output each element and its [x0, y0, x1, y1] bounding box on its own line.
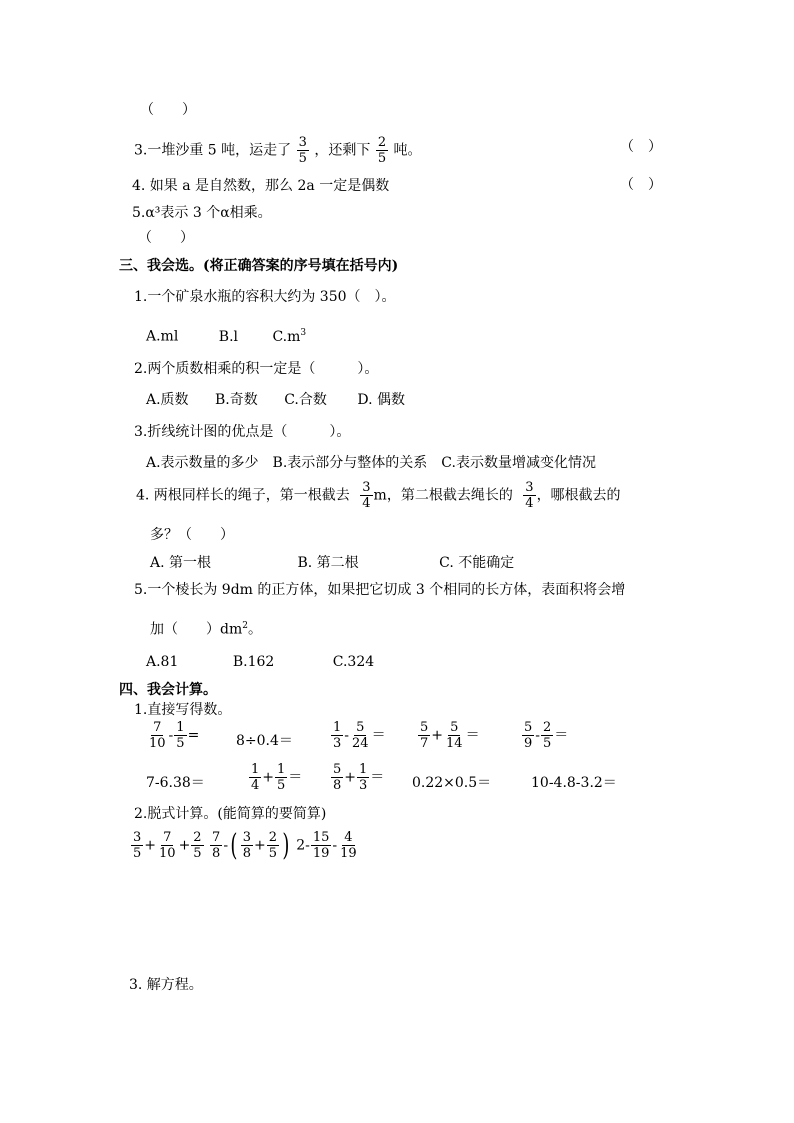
- oral-calc-item: $\frac{5}{9}$ - $\frac{2}{5}$ ＝: [524, 720, 569, 751]
- choice-options: A.表示数量的多少 B.表示部分与整体的关系 C.表示数量增减变化情况: [146, 455, 596, 471]
- answer-paren: （ ）: [138, 230, 194, 246]
- subsection-title: 1.直接写得数。: [134, 702, 232, 718]
- judge-question-5: 5.α³表示 3 个α相乘。: [132, 205, 272, 221]
- oral-calc-item: $\frac{5}{8}$ + $\frac{1}{3}$ ＝: [333, 762, 385, 793]
- fraction: $\frac{3}{4}$: [525, 480, 534, 511]
- oral-calc-item: 8÷0.4＝: [236, 733, 293, 749]
- fraction: $\frac{3}{5}$: [298, 135, 307, 166]
- choice-options: A.81 B.162 C.324: [146, 654, 375, 670]
- choice-question-2: 2.两个质数相乘的积一定是（ ）。: [134, 361, 379, 377]
- subsection-title: 3. 解方程。: [129, 977, 203, 993]
- choice-question-5: 5.一个棱长为 9dm 的正方体，如果把它切成 3 个相同的长方体，表面积将会增: [134, 582, 626, 598]
- fraction: $\frac{3}{4}$: [362, 480, 371, 511]
- paren-blank: （ ）: [140, 102, 196, 118]
- choice-question-5-cont: 加（ ）$dm^2$。: [150, 621, 262, 638]
- answer-paren: （ ）: [620, 177, 662, 193]
- choice-options: A.质数 B.奇数 C.合数 D. 偶数: [146, 392, 405, 408]
- judge-question-3: 3.一堆沙重 5 吨，运走了 $\frac{3}{5}$ ，还剩下 $\frac{2}{5}$ 吨。: [134, 135, 422, 166]
- fraction: $\frac{2}{5}$: [377, 135, 387, 166]
- choice-question-3: 3.折线统计图的优点是（ ）。: [134, 424, 351, 440]
- oral-calc-item: $\frac{1}{3}$ - $\frac{5}{24}$ ＝: [333, 720, 386, 751]
- oral-calc-item: $\frac{1}{4}$ + $\frac{1}{5}$ ＝: [251, 762, 303, 793]
- choice-options: A.ml B.l $C.m^3$: [146, 328, 307, 345]
- oral-calc-item: 0.22×0.5＝: [412, 775, 492, 791]
- oral-calc-item: 7-6.38＝: [146, 775, 205, 791]
- choice-options: A. 第一根 B. 第二根 C. 不能确定: [150, 555, 515, 571]
- oral-calc-item: $\frac{7}{10}$ - $\frac{1}{5}$ =: [149, 720, 200, 751]
- section-title: 三、我会选。(将正确答案的序号填在括号内): [119, 258, 399, 274]
- section-title: 四、我会计算。: [119, 682, 217, 698]
- choice-question-4-cont: 多？（ ）: [150, 527, 234, 543]
- answer-paren: （ ）: [620, 139, 662, 155]
- judge-question-4: 4. 如果 a 是自然数，那么 2a 一定是偶数: [132, 178, 390, 194]
- oral-calc-item: 10-4.8-3.2＝: [531, 775, 617, 791]
- oral-calc-item: $\frac{5}{7}$ + $\frac{5}{14}$ ＝: [420, 720, 480, 751]
- step-calc-expressions: $\frac{3}{5}$ + $\frac{7}{10}$ + $\frac{2}{5}$ $\frac{7}{8}$ -( $\frac{3}{8}$ + $\frac{2}{5}$ ) 2- $\frac{15}{19}$ - $\frac{4}{19}$: [133, 827, 357, 863]
- choice-question-1: 1.一个矿泉水瓶的容积大约为 350（ ）。: [134, 289, 396, 305]
- choice-question-4: 4. 两根同样长的绳子，第一根截去 $\frac{3}{4}$ m，第二根截去绳长的 $\frac{3}{4}$ ，哪根截去的: [136, 480, 621, 511]
- subsection-title: 2.脱式计算。(能简算的要简算): [134, 806, 327, 822]
